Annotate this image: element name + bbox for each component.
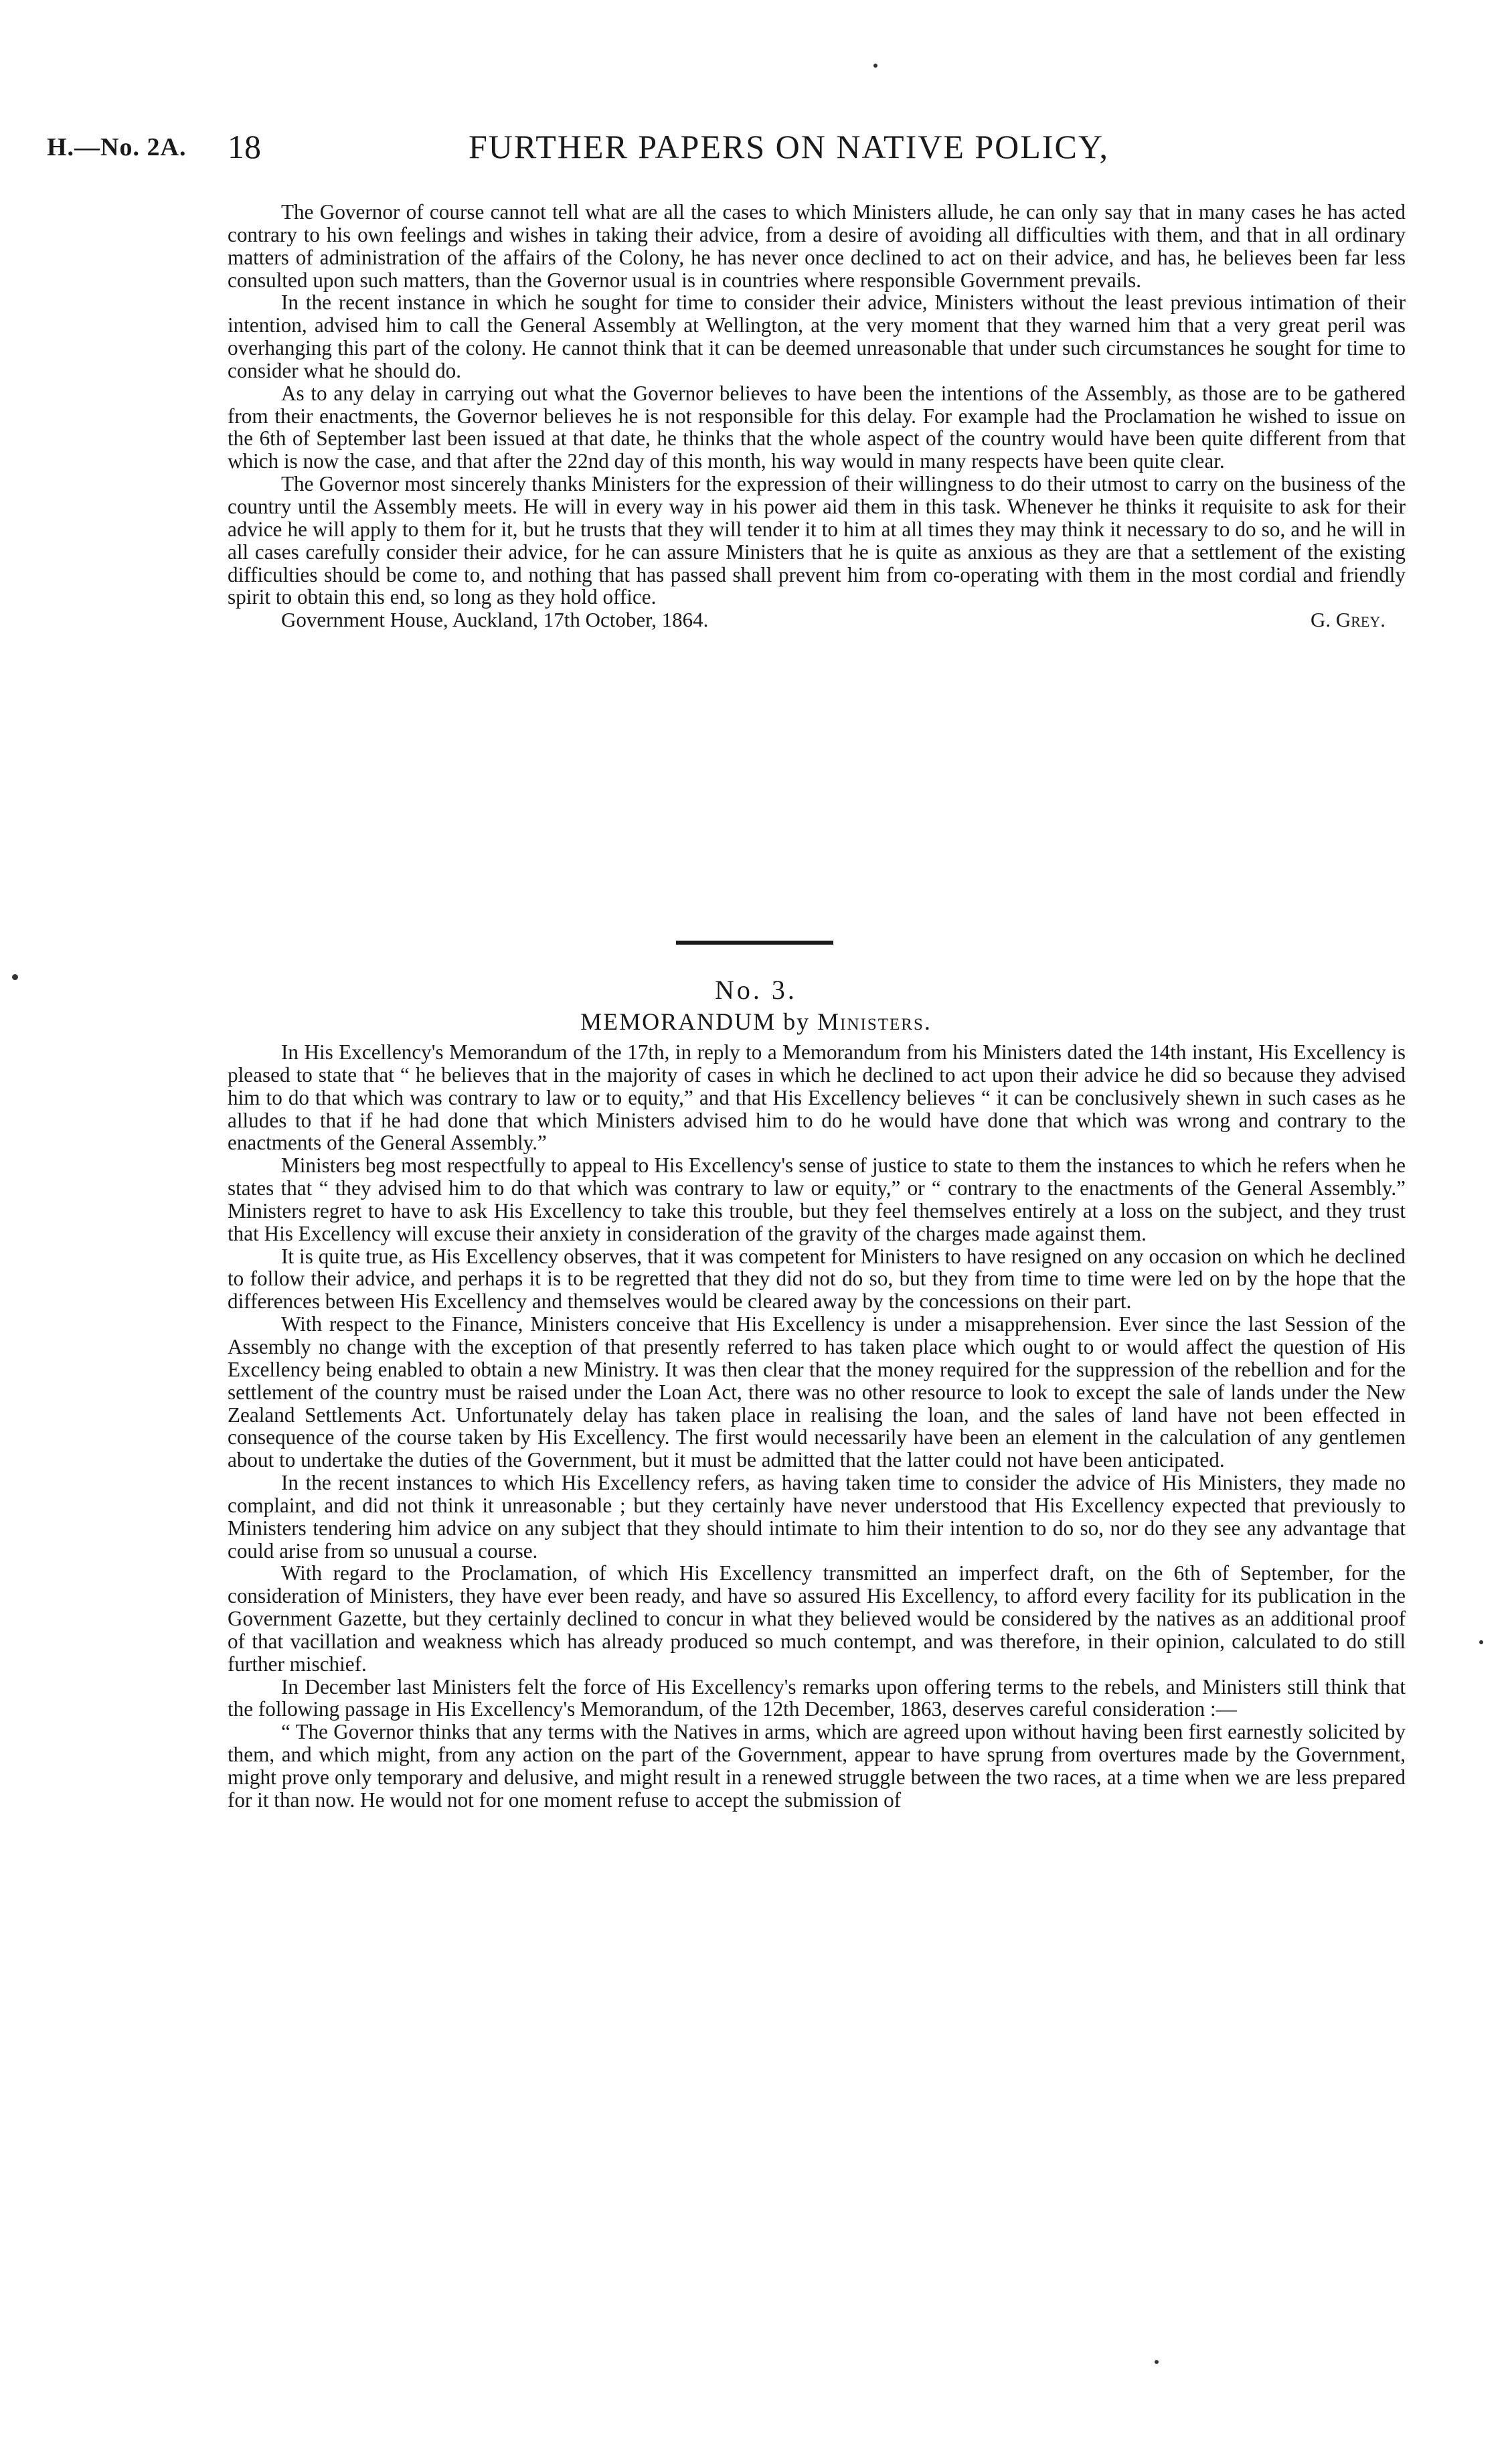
memorandum-heading-author: Ministers.	[817, 1008, 932, 1035]
print-speck	[873, 64, 877, 68]
page-header	[47, 127, 1459, 174]
paragraph: Ministers beg most respectfully to appeal to His Excellency's sense of justice to state to them the instances to which he refers when he states that “ they advised him to do that which was contrary to law or equity,” or “ contrary to the enactments of the General Assembly.” Ministers regret to have to ask His Excellency to take this trouble, but they feel themselves entirely at a loss on the subject, and they trust that His Excellency will excuse their anxiety in consideration of the gravity of the charges made against them.	[228, 1154, 1406, 1245]
document-reference: H.—No. 2A.	[47, 133, 187, 161]
paragraph: As to any delay in carrying out what the Governor believes to have been the intentions of the Assembly, as those are to be gathered from their enactments, the Governor believes he is not responsible for this delay. For example had the Proclamation he wished to issue on the 6th of September last been issued at that date, he thinks that the whole aspect of the country would have been quite different from that which is now the case, and that after the 22nd day of this month, his way would in many respects have been quite clear.	[228, 381, 1406, 473]
paragraph: With respect to the Finance, Ministers conceive that His Excellency is under a misapprehension. Ever since the last Session of the Assembly no change with the exception of that presently referred to has taken place which ought to or would affect the question of His Excellency being enabled to obtain a new Ministry. It was then clear that the money required for the suppression of the rebellion and for the settlement of the country must be raised under the Loan Act, there was no other resource to look to except the sale of lands under the New Zealand Settlements Act. Unfortunately delay has taken place in realising the loan, and the sales of land have not been effected in consequence of the course taken by His Excellency. The first would necessarily have been an element in the calculation of any gentlemen about to undertake the duties of the Government, but it must be admitted that the latter could not have been anticipated.	[228, 1312, 1406, 1472]
memorandum-heading-main: MEMORANDUM by	[580, 1008, 811, 1035]
paragraph: The Governor most sincerely thanks Ministers for the expression of their willingness to do their utmost to carry on the business of the country until the Assembly meets. He will in every way in his power aid them in this task. Whenever he thinks it requisite to ask for their advice he will apply to them for it, but he trusts that they will tender it to him at all times they may think it necessary to do so, and he will in all cases carefully consider their advice, for he can assure Ministers that he is quite as anxious as they are that a settlement of the existing difficulties should be come to, and nothing that has passed shall prevent him from co-operating with them in the most cordial and friendly spirit to obtain this end, so long as they hold office.	[228, 472, 1406, 609]
print-speck	[1479, 1640, 1483, 1644]
memorandum-heading	[0, 1008, 1512, 1036]
paragraph: In the recent instance in which he sought for time to consider their advice, Ministers without the least previous intimation of their intention, advised him to call the General Assembly at Wellington, at the very moment that they warned him that a very great peril was overhanging this part of the colony. He cannot think that it can be deemed unreasonable that under such circumstances he sought for time to consider what he should do.	[228, 291, 1406, 382]
paragraph: In the recent instances to which His Excellency refers, as having taken time to consider the advice of His Ministers, they made no complaint, and did not think it unreasonable ; but they certainly have never understood that His Excellency expected that previously to Ministers tendering him advice on any subject that they should intimate to him their intention to do so, nor do they see any advantage that could arise from so unusual a course.	[228, 1471, 1406, 1563]
signature-name: G. Grey.	[1310, 608, 1385, 632]
paragraph: The Governor of course cannot tell what are all the cases to which Ministers allude, he can only say that in many cases he has acted contrary to his own feelings and wishes in taking their advice, from a desire of avoiding all difficulties with them, and that in all ordinary matters of administration of the affairs of the Colony, he has never once declined to act on their advice, and has, he believes been far less consulted upon such matters, than the Governor usual is in countries where responsible Government prevails.	[228, 200, 1406, 292]
paragraph: It is quite true, as His Excellency observes, that it was competent for Ministers to have resigned on any occasion on which he declined to follow their advice, and perhaps it is to be regretted that they did not do so, but they from time to time were led on by the hope that the differences between His Excellency and themselves would be cleared away by the concessions on their part.	[228, 1244, 1406, 1314]
signature-line	[228, 609, 1406, 635]
paragraph: In December last Ministers felt the force of His Excellency's remarks upon offering terms to the rebels, and Ministers still think that the following passage in His Excellency's Memorandum, of the 12th December, 1863, deserves careful consideration :—	[228, 1674, 1406, 1721]
paragraph: With regard to the Proclamation, of which His Excellency transmitted an imperfect draft, on the 6th of September, for the consideration of Ministers, they have ever been ready, and have so assured His Excellency, to afford every facility for its publication in the Government Gazette, but they certainly declined to concur in what they believed would be considered by the natives as an additional proof of that vacillation and weakness which has already produced so much contempt, and was therefore, in their opinion, calculated to do still further mischief.	[228, 1561, 1406, 1676]
ministers-memorandum-body	[228, 1041, 1406, 1812]
document-number: No. 3.	[715, 975, 797, 1005]
signature-place-date: Government House, Auckland, 17th October, 1864.	[281, 608, 709, 632]
page-number: 18	[228, 128, 261, 165]
paragraph: In His Excellency's Memorandum of the 17th, in reply to a Memorandum from his Ministers dated the 14th instant, His Excellency is pleased to state that “ he believes that in the majority of cases in which he declined to act upon their advice he did so because they advised him to do that which was contrary to law or to equity,” and that His Excellency believes “ it can be conclusively shewn in such cases as he alludes to that if he had done that which Ministers advised him to do he would have done that which was wrong and contrary to the enactments of the General Assembly.”	[228, 1040, 1406, 1155]
print-speck	[12, 974, 18, 980]
governor-memorandum-body	[228, 201, 1406, 635]
running-title: FURTHER PAPERS ON NATIVE POLICY,	[469, 128, 1109, 165]
section-divider	[676, 941, 833, 945]
print-speck	[1155, 2360, 1159, 2364]
quoted-paragraph: “ The Governor thinks that any terms with the Natives in arms, which are agreed upon without having been first earnestly solicited by them, and which might, from any action on the part of the Government, appear to have sprung from overtures made by the Government, might prove only temporary and delusive, and might result in a renewed struggle between the two races, at a time when we are less prepared for it than now. He would not for one moment refuse to accept the submission of	[228, 1720, 1406, 1812]
